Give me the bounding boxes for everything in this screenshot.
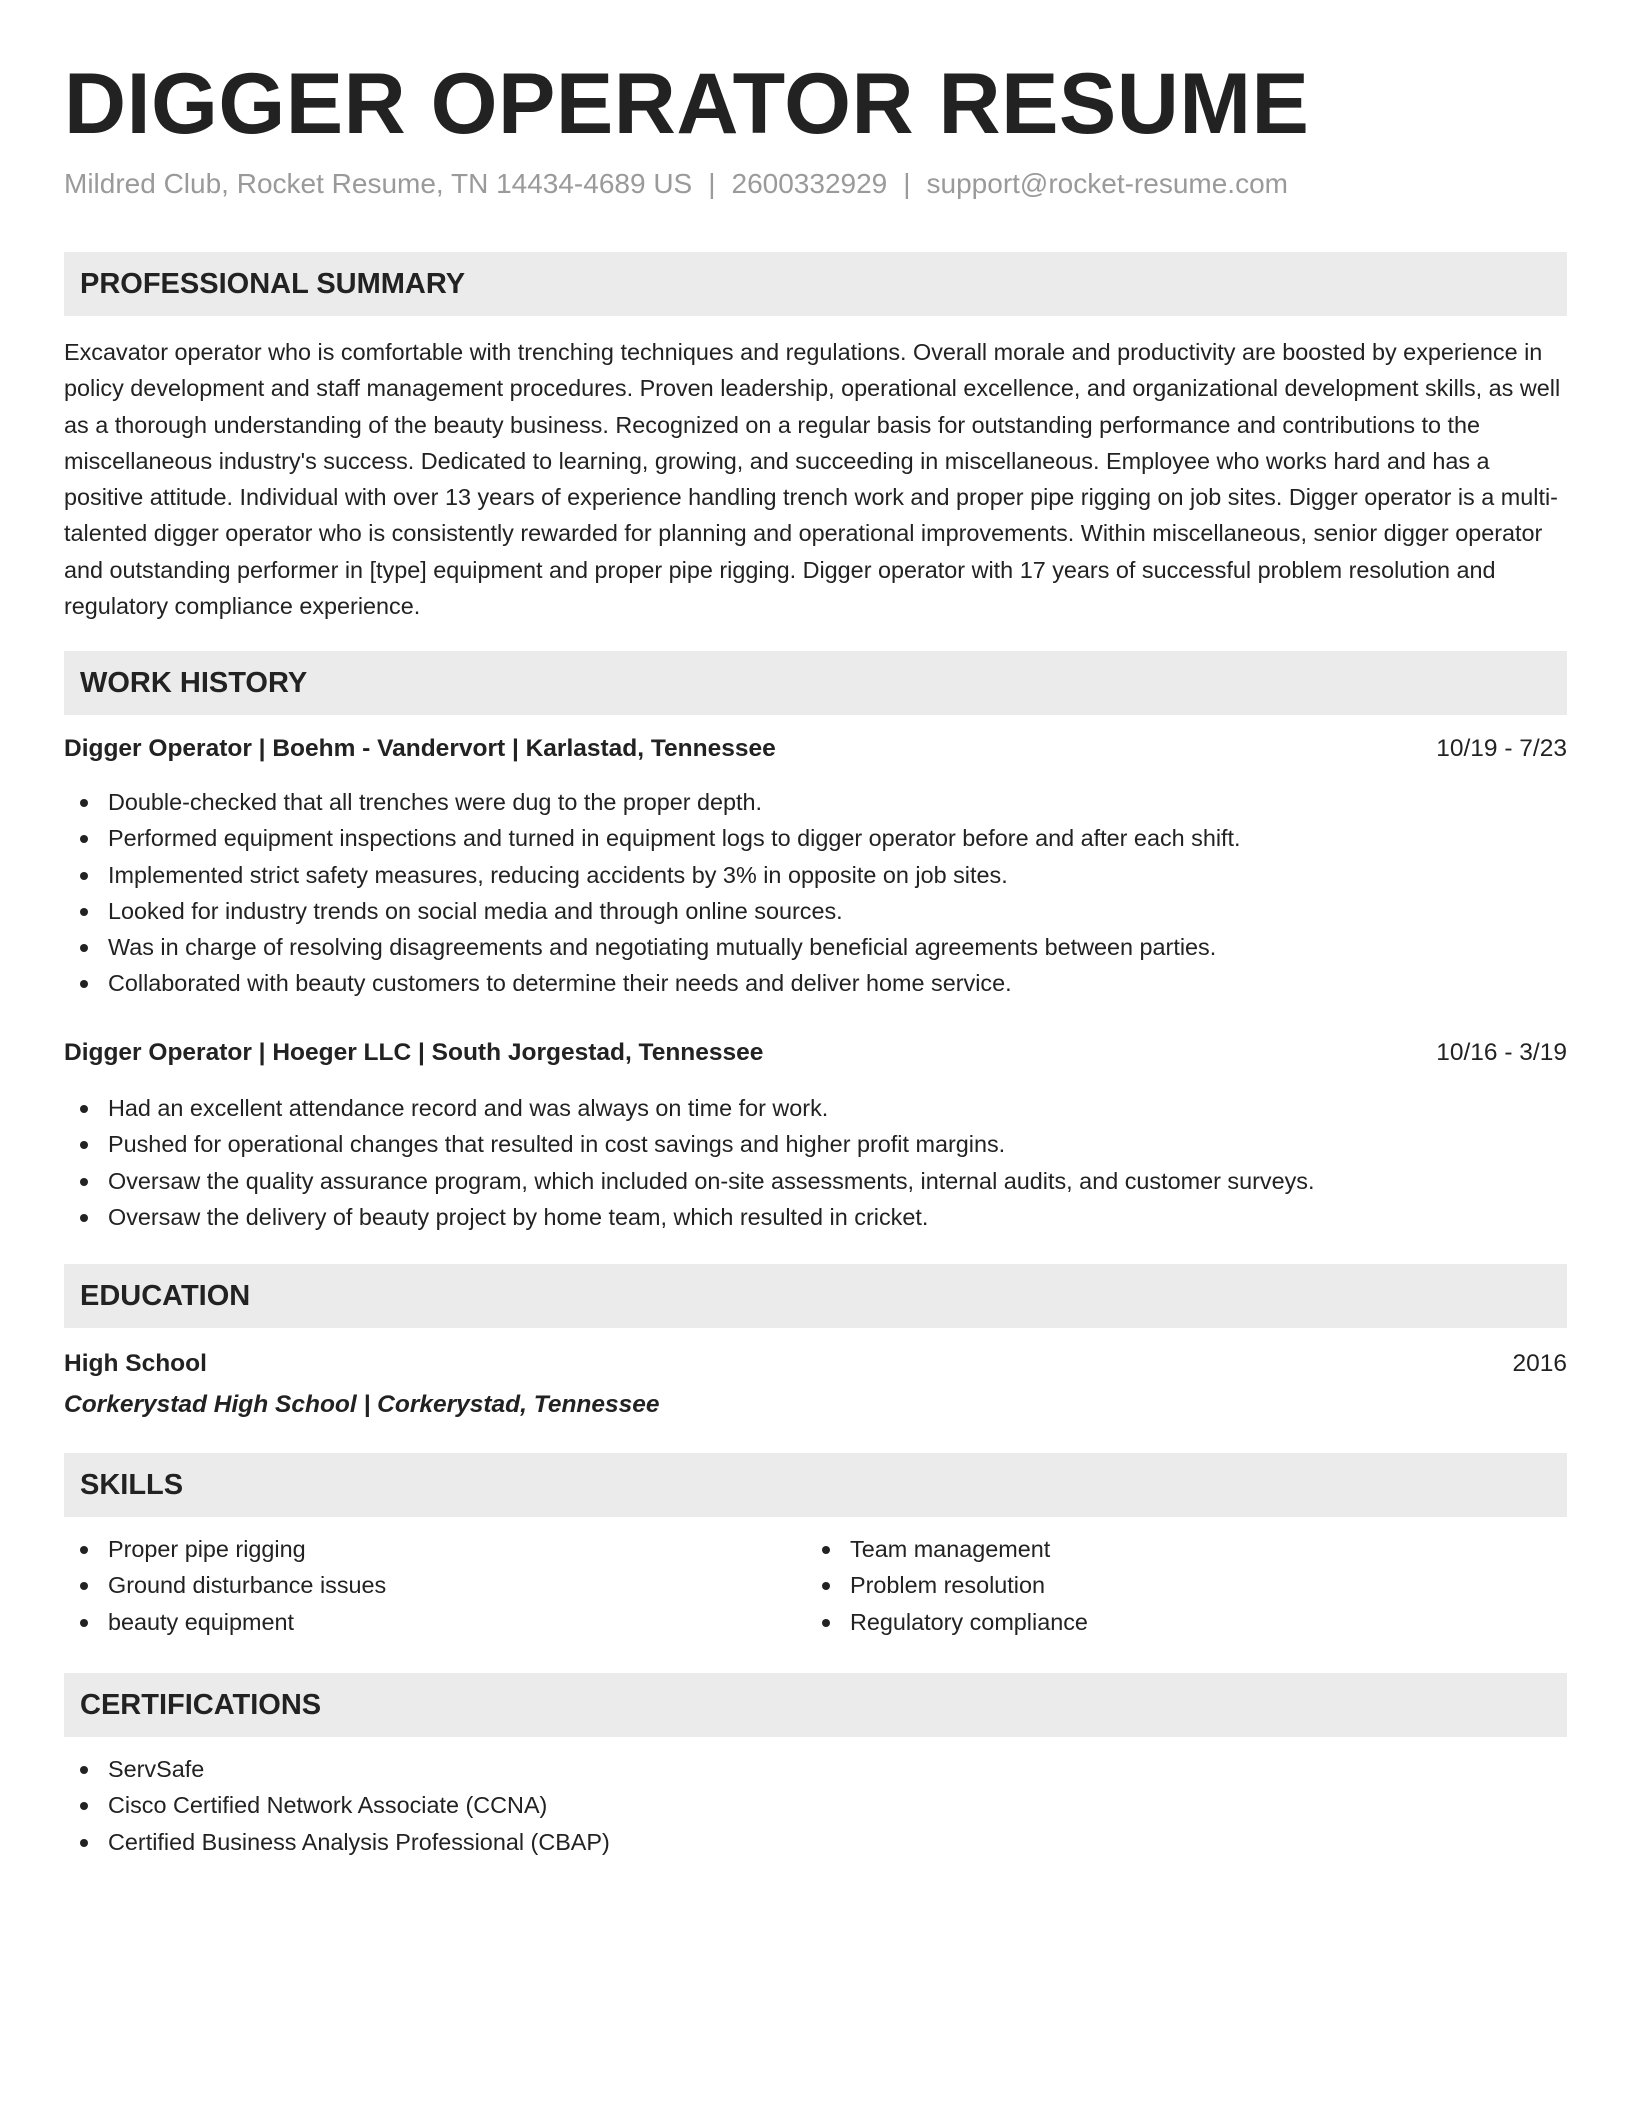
job-bullets — [64, 784, 1567, 1002]
list-item: Was in charge of resolving disagreements and negotiating mutually beneficial agreements between parties. — [64, 929, 1567, 965]
section-heading-education: EDUCATION — [64, 1264, 1567, 1328]
resume-title: DIGGER OPERATOR RESUME — [64, 56, 1310, 152]
job-dates: 10/16 - 3/19 — [1436, 1039, 1567, 1066]
contact-phone: 2600332929 — [731, 168, 888, 199]
list-item: Looked for industry trends on social media and through online sources. — [64, 893, 1567, 929]
education-school: Corkerystad High School | Corkerystad, Tennessee — [64, 1391, 660, 1418]
list-item: Problem resolution — [806, 1567, 1632, 1603]
list-item: Oversaw the delivery of beauty project by home team, which resulted in cricket. — [64, 1199, 1567, 1235]
contact-address: Mildred Club, Rocket Resume, TN 14434-4689 US — [64, 168, 693, 199]
list-item: Ground disturbance issues — [64, 1567, 1567, 1603]
job-title: Digger Operator | Hoeger LLC | South Jorgestad, Tennessee — [64, 1039, 764, 1066]
list-item: Pushed for operational changes that resulted in cost savings and higher profit margins. — [64, 1126, 1567, 1162]
contact-separator: | — [708, 168, 716, 199]
list-item: Team management — [806, 1531, 1632, 1567]
section-heading-summary: PROFESSIONAL SUMMARY — [64, 252, 1567, 316]
contact-separator: | — [903, 168, 911, 199]
list-item: Oversaw the quality assurance program, which included on-site assessments, internal audits, and customer surveys. — [64, 1163, 1567, 1199]
contact-line — [64, 166, 1288, 202]
job-title: Digger Operator | Boehm - Vandervort | Karlastad, Tennessee — [64, 735, 776, 762]
section-heading-work-history: WORK HISTORY — [64, 651, 1567, 715]
list-item: Implemented strict safety measures, reducing accidents by 3% in opposite on job sites. — [64, 857, 1567, 893]
list-item: beauty equipment — [64, 1604, 1567, 1640]
education-degree: High School — [64, 1350, 207, 1377]
contact-email[interactable]: support@rocket-resume.com — [926, 168, 1288, 199]
list-item: Certified Business Analysis Professional (CBAP) — [64, 1824, 1567, 1860]
job-dates: 10/19 - 7/23 — [1436, 735, 1567, 762]
list-item: Performed equipment inspections and turned in equipment logs to digger operator before and after each shift. — [64, 820, 1567, 856]
section-heading-certifications: CERTIFICATIONS — [64, 1673, 1567, 1737]
list-item: Cisco Certified Network Associate (CCNA) — [64, 1787, 1567, 1823]
certifications-list — [64, 1751, 1567, 1860]
summary-text: Excavator operator who is comfortable with trenching techniques and regulations. Overall morale and productivity are boosted by experience in policy development and staff management procedures. Proven leadership, operational excellence, and organizational development skills, as well as a thorough understanding of the beauty business. Recognized on a regular basis for outstanding performance and contributions to the miscellaneous industry's success. Dedicated to learning, growing, and succeeding in miscellaneous. Employee who works hard and has a positive attitude. Individual with over 13 years of experience handling trench work and proper pipe rigging on job sites. Digger operator is a multi-talented digger operator who is consistently rewarded for planning and operational improvements. Within miscellaneous, senior digger operator and outstanding performer in [type] equipment and proper pipe rigging. Digger operator with 17 years of successful problem resolution and regulatory compliance experience. — [64, 339, 1561, 620]
list-item: Collaborated with beauty customers to determine their needs and deliver home service. — [64, 965, 1567, 1001]
education-year: 2016 — [1512, 1350, 1567, 1377]
job-bullets — [64, 1090, 1567, 1235]
list-item: Had an excellent attendance record and was always on time for work. — [64, 1090, 1567, 1126]
list-item: Regulatory compliance — [806, 1604, 1632, 1640]
skills-list-right — [806, 1531, 1632, 1640]
list-item: Proper pipe rigging — [64, 1531, 1567, 1567]
section-heading-skills: SKILLS — [64, 1453, 1567, 1517]
list-item: Double-checked that all trenches were dug to the proper depth. — [64, 784, 1567, 820]
list-item: ServSafe — [64, 1751, 1567, 1787]
